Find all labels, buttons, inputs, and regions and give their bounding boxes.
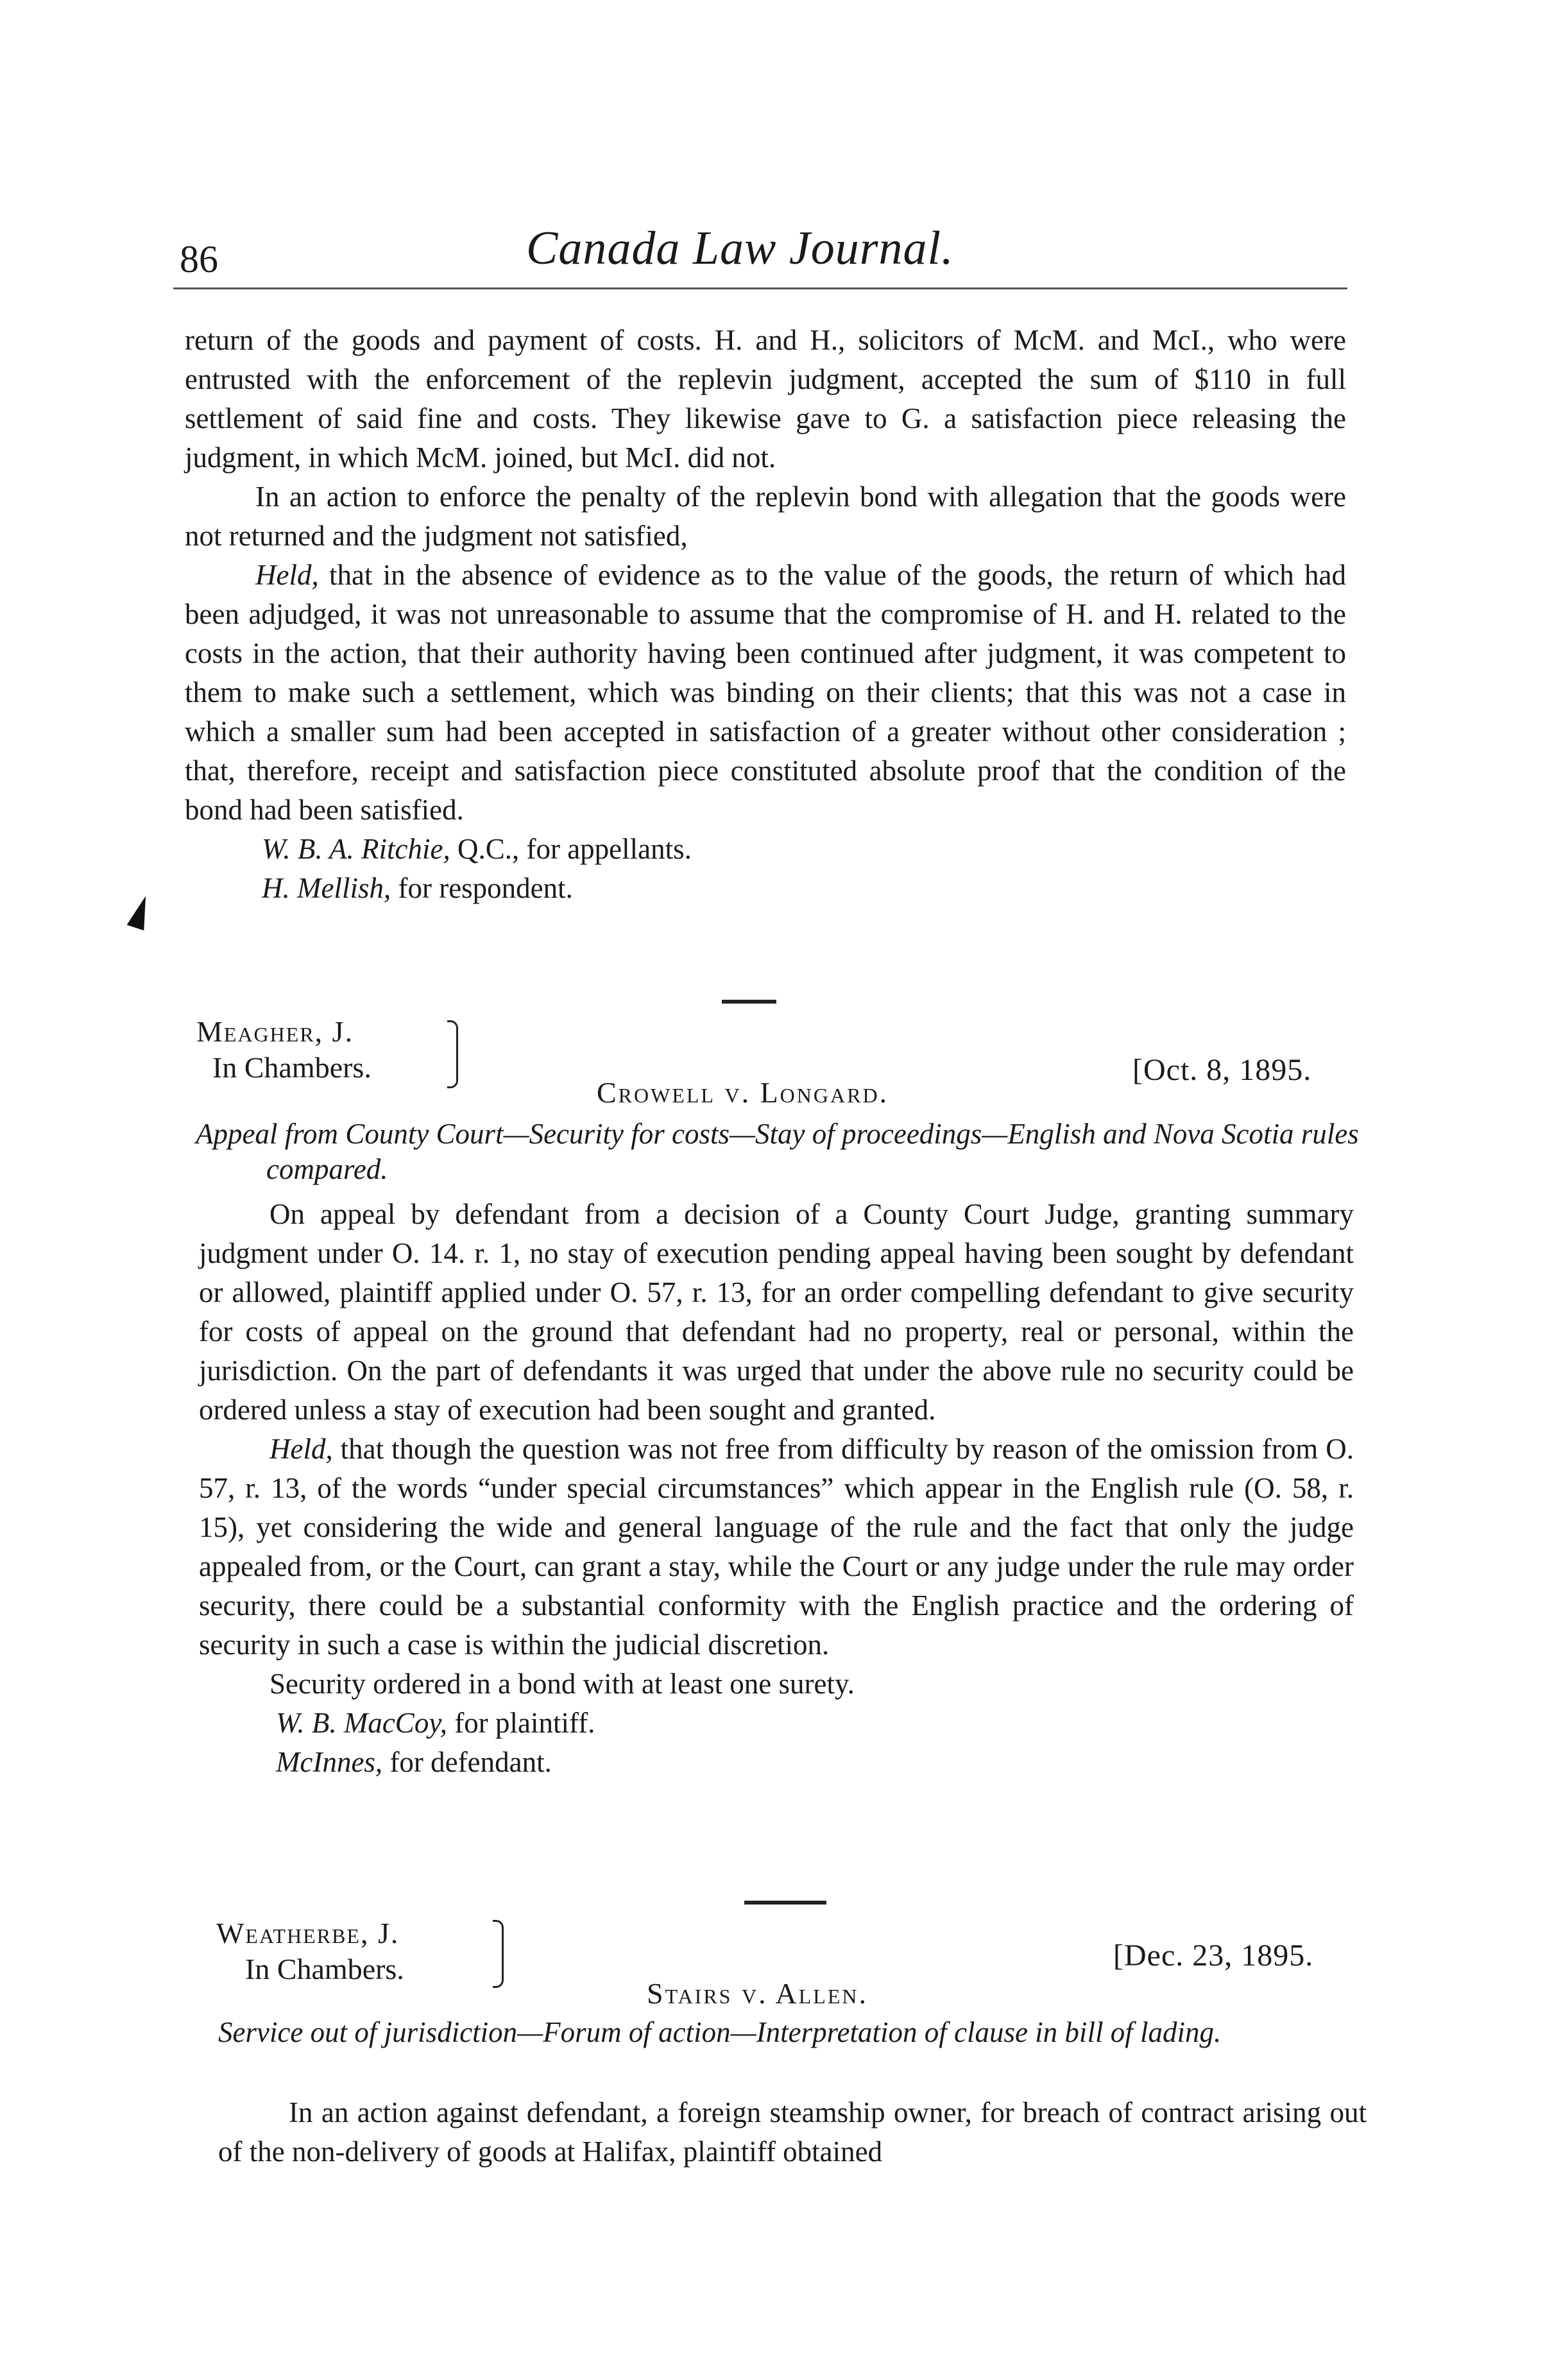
case3-paragraph-1: In an action against defendant, a foreign steamship owner, for breach of contract arising out of the non-delivery of goods at Halifax, plaintiff obtained xyxy=(218,2096,1367,2168)
case2-counsel-plaintiff xyxy=(199,1704,1354,1743)
counsel-role: for respondent. xyxy=(391,872,573,904)
case3-title: Stairs v. Allen. xyxy=(647,1977,869,2010)
case2-paragraph-1: On appeal by defendant from a decision of a County Court Judge, granting summary judgment under O. 14. r. 1, no stay of execution pending appeal having been sought by defendant or allowed, plaintiff applied under O. 57, r. 13, for an order compelling defendant to give security for costs of appeal on the ground that defendant had no property, real or personal, within the jurisdiction. On the part of defendants it was urged that under the above rule no security could be ordered unless a stay of execution had been sought and granted. xyxy=(199,1198,1354,1426)
section-separator xyxy=(744,1901,826,1905)
case2-judge xyxy=(196,1014,371,1086)
held-label: Held, xyxy=(255,559,319,591)
margin-marker-icon xyxy=(127,893,155,930)
case2-order: Security ordered in a bond with at least one surety. xyxy=(269,1668,855,1700)
counsel-name: W. B. MacCoy, xyxy=(276,1707,448,1739)
catchwords-text: Appeal from County Court—Security for costs—Stay of proceedings—English and Nova Scotia rules compared. xyxy=(196,1118,1359,1185)
case2-counsel-defendant xyxy=(199,1743,1354,1782)
header-rule xyxy=(173,287,1347,289)
judge-chambers: In Chambers. xyxy=(212,1051,371,1084)
case3-catchwords xyxy=(218,2015,1367,2050)
held-text: that in the absence of evidence as to the value of the goods, the return of which had been adjudged, it was not unreasonable to assume that the compromise of H. and H. related to the costs in the action, that their authority having been continued after judgment, it was competent to them to make such a settlement, which was binding on their clients; that this was not a case in which a smaller sum had been accepted in satisfaction of a greater without other consideration ; that, therefore, receipt and satisfaction piece constituted absolute proof that the condition of the bond had been satisfied. xyxy=(185,559,1346,826)
held-text: that though the question was not free from difficulty by reason of the omission from O. 57, r. 13, of the words “under special circumstances” which appear in the English rule (O. 58, r. 15), yet considering the wide and general language of the rule and the fact that only the judge appealed from, or the Court, can grant a stay, while the Court or any judge under the rule may order security, there could be a substantial conformity with the English practice and the ordering of security in such a case is within the judicial discretion. xyxy=(199,1433,1354,1661)
page-number: 86 xyxy=(180,238,218,280)
counsel-role: Q.C., for appellants. xyxy=(450,833,692,865)
case3-date: [Dec. 23, 1895. xyxy=(1113,1939,1314,1973)
running-title: Canada Law Journal. xyxy=(526,222,954,275)
brace-icon xyxy=(447,1020,458,1088)
counsel-role: for defendant. xyxy=(382,1746,552,1778)
case1-paragraph-2: In an action to enforce the penalty of the replevin bond with allegation that the goods were not returned and the judgment not satisfied, xyxy=(185,481,1346,552)
judge-name: Meagher, J. xyxy=(196,1015,354,1048)
counsel-name: W. B. A. Ritchie, xyxy=(262,833,450,865)
brace-icon xyxy=(493,1920,504,1988)
case1-body xyxy=(185,321,1346,908)
judge-name: Weatherbe, J. xyxy=(216,1917,400,1949)
counsel-name: McInnes, xyxy=(276,1746,383,1778)
section-separator xyxy=(722,1000,776,1004)
case1-paragraph-1: return of the goods and payment of costs. H. and H., solicitors of McM. and McI., who were entrusted with the enforcement of the replevin judgment, accepted the sum of $110 in full settlement of said fine and costs. They likewise gave to G. a satisfaction piece releasing the judgment, in which McM. joined, but McI. did not. xyxy=(185,324,1346,474)
case2-held xyxy=(199,1430,1354,1665)
catchwords-text: Service out of jurisdiction—Forum of action—Interpretation of clause in bill of lading. xyxy=(218,2016,1222,2048)
case3-judge xyxy=(216,1915,404,1987)
judge-chambers: In Chambers. xyxy=(245,1953,404,1985)
case1-held xyxy=(185,556,1346,830)
case1-counsel-respondent xyxy=(185,869,1346,908)
case3-body xyxy=(218,2093,1367,2171)
case1-counsel-appellants xyxy=(185,830,1346,869)
counsel-name: H. Mellish, xyxy=(262,872,391,904)
case2-body xyxy=(199,1195,1354,1782)
case2-catchwords xyxy=(196,1117,1370,1187)
case2-date: [Oct. 8, 1895. xyxy=(1132,1053,1312,1087)
held-label: Held, xyxy=(269,1433,333,1465)
counsel-role: for plaintiff. xyxy=(447,1707,595,1739)
case2-title: Crowell v. Longard. xyxy=(597,1076,889,1109)
